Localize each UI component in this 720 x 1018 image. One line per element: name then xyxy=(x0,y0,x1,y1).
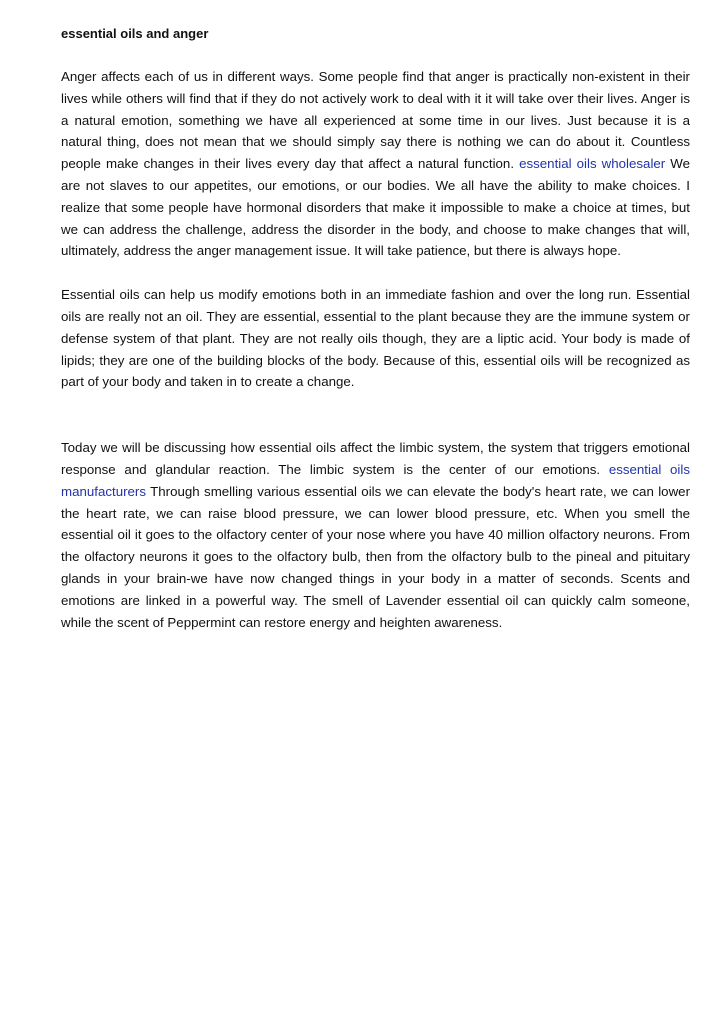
essential-oils-manufacturers-link[interactable]: essential oils manufacturers xyxy=(61,461,690,499)
paragraph-anger-text-before: Anger affects each of us in different ways. Some people find that anger is practically non-existent in their lives while others will find that if they do not actively work to deal with it it will take over their lives. Anger is a natural emotion, something we have all experienced at some time in our lives. Just because it is a natural thing, does not mean that we should simply say there is nothing we can do about it. Countless people make changes in their lives every day that affect a natural function. xyxy=(61,69,690,172)
document-title: essential oils and anger xyxy=(61,26,209,41)
paragraph-limbic-text-after: Through smelling various essential oils we can elevate the body's heart rate, we can lower the heart rate, we can raise blood pressure, we can lower blood pressure, etc. When you smell the essential oil it goes to the olfactory center of your nose where you have 40 million olfactory neurons. From the olfactory neurons it goes to the olfactory bulb, then from the olfactory bulb to the pineal and pituitary glands in your brain-we have now changed things in your body in a matter of seconds. Scents and emotions are linked in a powerful way. The smell of Lavender essential oil can quickly calm someone, while the scent of Peppermint can restore energy and heighten awareness. xyxy=(61,483,690,630)
paragraph-limbic-system xyxy=(61,437,690,633)
paragraph-limbic-text-before: Today we will be discussing how essential oils affect the limbic system, the system that triggers emotional response and glandular reaction. The limbic system is the center of our emotions. xyxy=(61,440,690,477)
paragraph-anger xyxy=(61,66,690,262)
paragraph-anger-text-after: We are not slaves to our appetites, our emotions, or our bodies. We all have the ability to make choices. I realize that some people have hormonal disorders that make it impossible to make a choice at times, but we can address the challenge, address the disorder in the body, and choose to make changes that will, ultimately, address the anger management issue. It will take patience, but there is always hope. xyxy=(61,156,690,259)
paragraph-spacer-large xyxy=(61,393,690,437)
document-page xyxy=(61,24,690,633)
paragraph-spacer xyxy=(61,262,690,284)
paragraph-essential-oils: Essential oils can help us modify emotions both in an immediate fashion and over the long run. Essential oils are really not an oil. They are essential, essential to the plant because they are the immune system or defense system of that plant. They are not really oils though, they are a liptic acid. Your body is made of lipids; they are one of the building blocks of the body. Because of this, essential oils will be recognized as part of your body and taken in to create a change. xyxy=(61,287,690,390)
essential-oils-wholesaler-link[interactable]: essential oils wholesaler xyxy=(519,156,666,172)
